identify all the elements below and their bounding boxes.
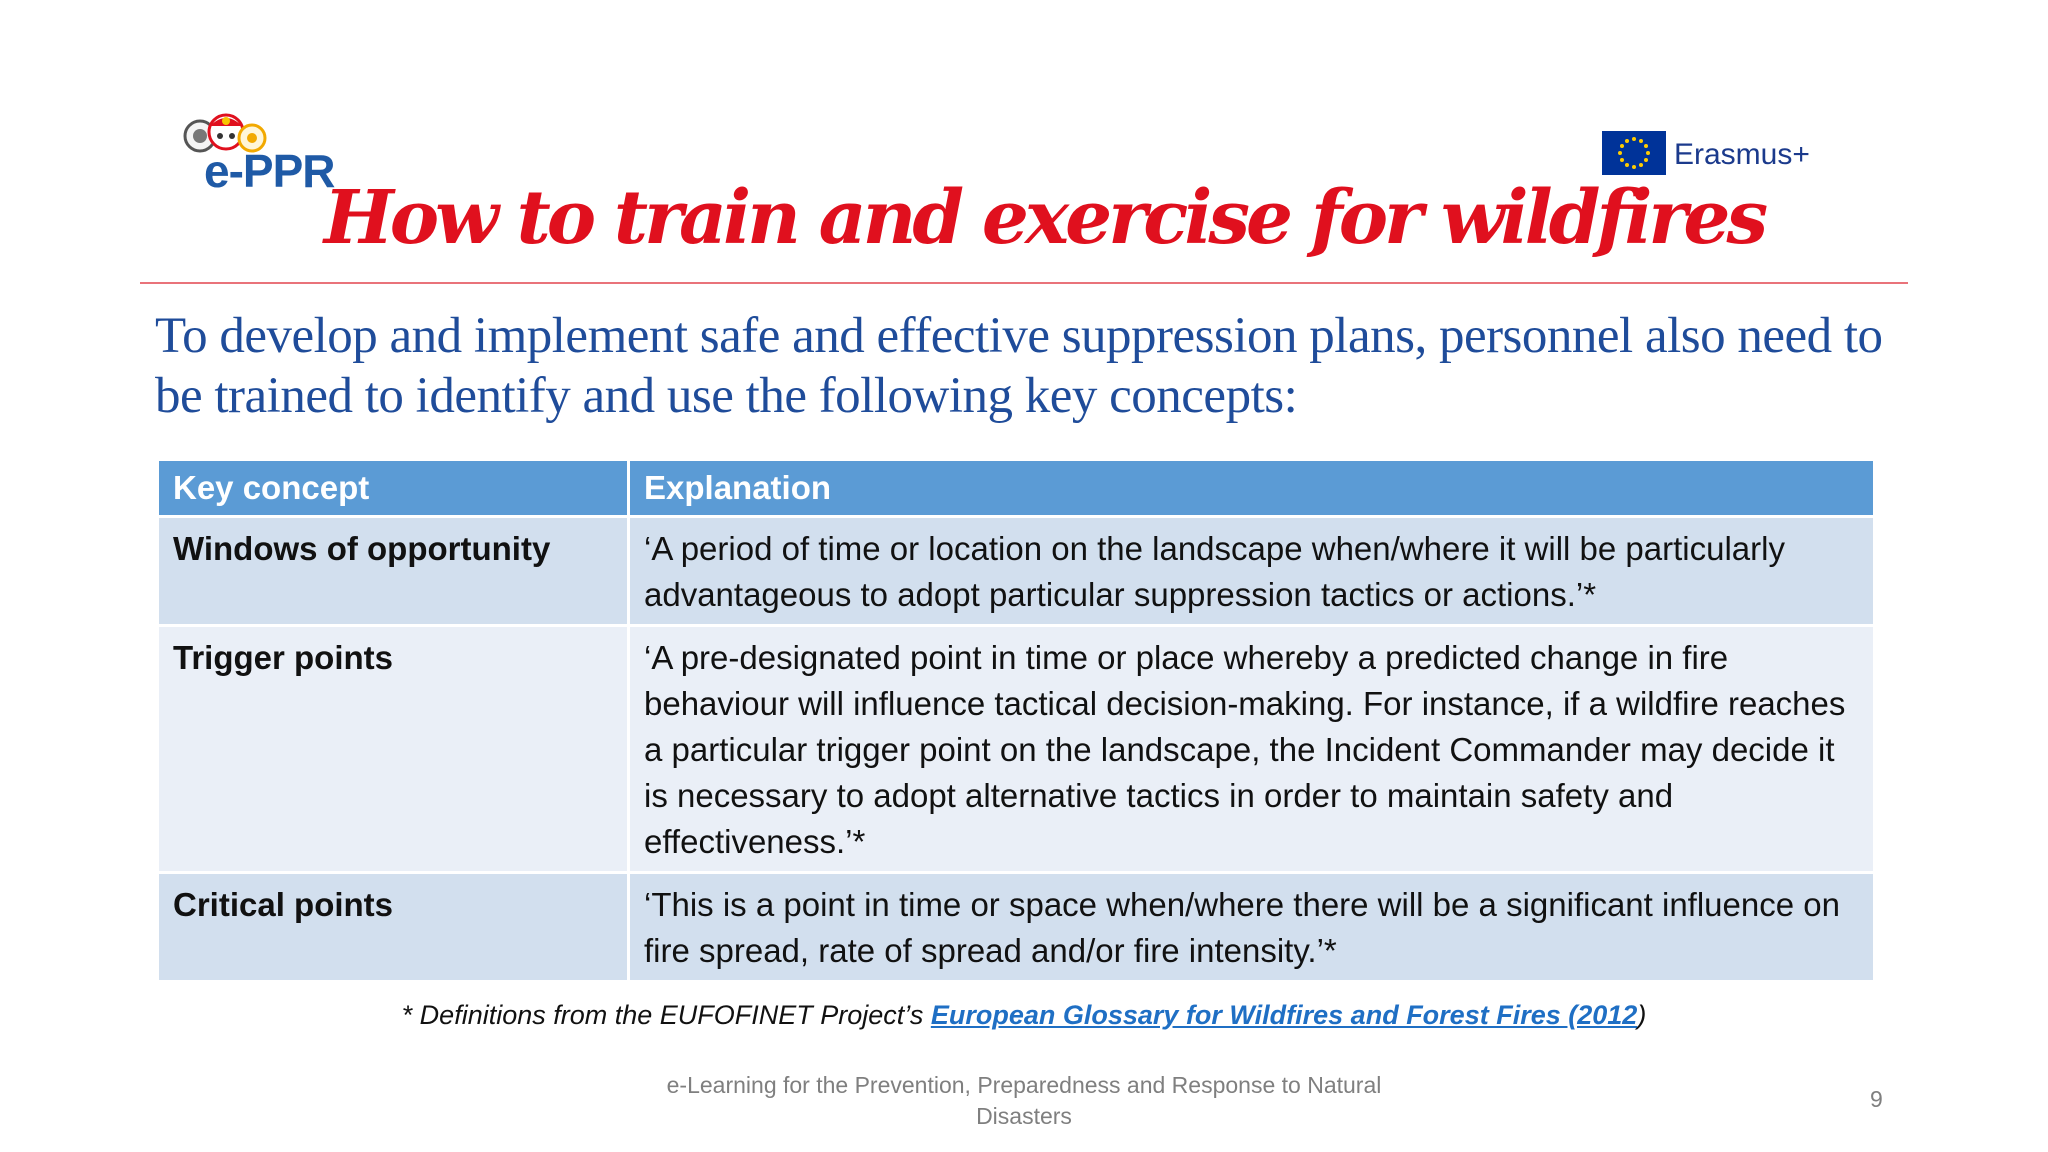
explanation-cell: ‘A pre-designated point in time or place whereby a predicted change in fire behaviour will influence tactical decision-making. For instance, if a wildfire reaches a particular trigger point on the landscape, the Incident Commander may decide it is necessary to adopt alternative tactics in order to maintain safety and effectiveness.’*: [629, 626, 1875, 873]
header-explanation: Explanation: [629, 460, 1875, 517]
page-number: 9: [1870, 1086, 1883, 1112]
eppr-logo-text: e-PPR: [204, 145, 335, 197]
explanation-cell: ‘A period of time or location on the landscape when/where it will be particularly advantageous to adopt particular suppression tactics or actions.’*: [629, 517, 1875, 626]
erasmus-logo: [1602, 131, 1822, 179]
erasmus-logo-text: Erasmus+: [1674, 138, 1810, 171]
key-concepts-table: [156, 458, 1876, 983]
header-key-concept: Key concept: [158, 460, 629, 517]
concept-cell: Critical points: [158, 873, 629, 982]
footnote-suffix: ): [1637, 1000, 1647, 1030]
explanation-cell: ‘This is a point in time or space when/where there will be a significant influence on fire spread, rate of spread and/or fire intensity.’*: [629, 873, 1875, 982]
glossary-link[interactable]: European Glossary for Wildfires and Forest Fires (2012: [930, 1000, 1638, 1030]
concept-cell: Trigger points: [158, 626, 629, 873]
table-row: [158, 517, 1875, 626]
table-row: [158, 626, 1875, 873]
footnote-prefix: * Definitions from the EUFOFINET Project’s: [401, 1000, 931, 1030]
title-divider: [140, 282, 1908, 284]
concept-cell: Windows of opportunity: [158, 517, 629, 626]
footer-text: e-Learning for the Prevention, Preparedness and Response to Natural Disasters: [666, 1072, 1382, 1129]
slide-subtitle: To develop and implement safe and effective suppression plans, personnel also need to be trained to identify and use the following key concepts:: [155, 308, 1883, 424]
footnote: [0, 1000, 2048, 1031]
table-header-row: [158, 460, 1875, 517]
slide-title: How to train and exercise for wildfires: [323, 175, 1765, 261]
eu-flag-icon: [1602, 131, 1666, 175]
table-row: [158, 873, 1875, 982]
